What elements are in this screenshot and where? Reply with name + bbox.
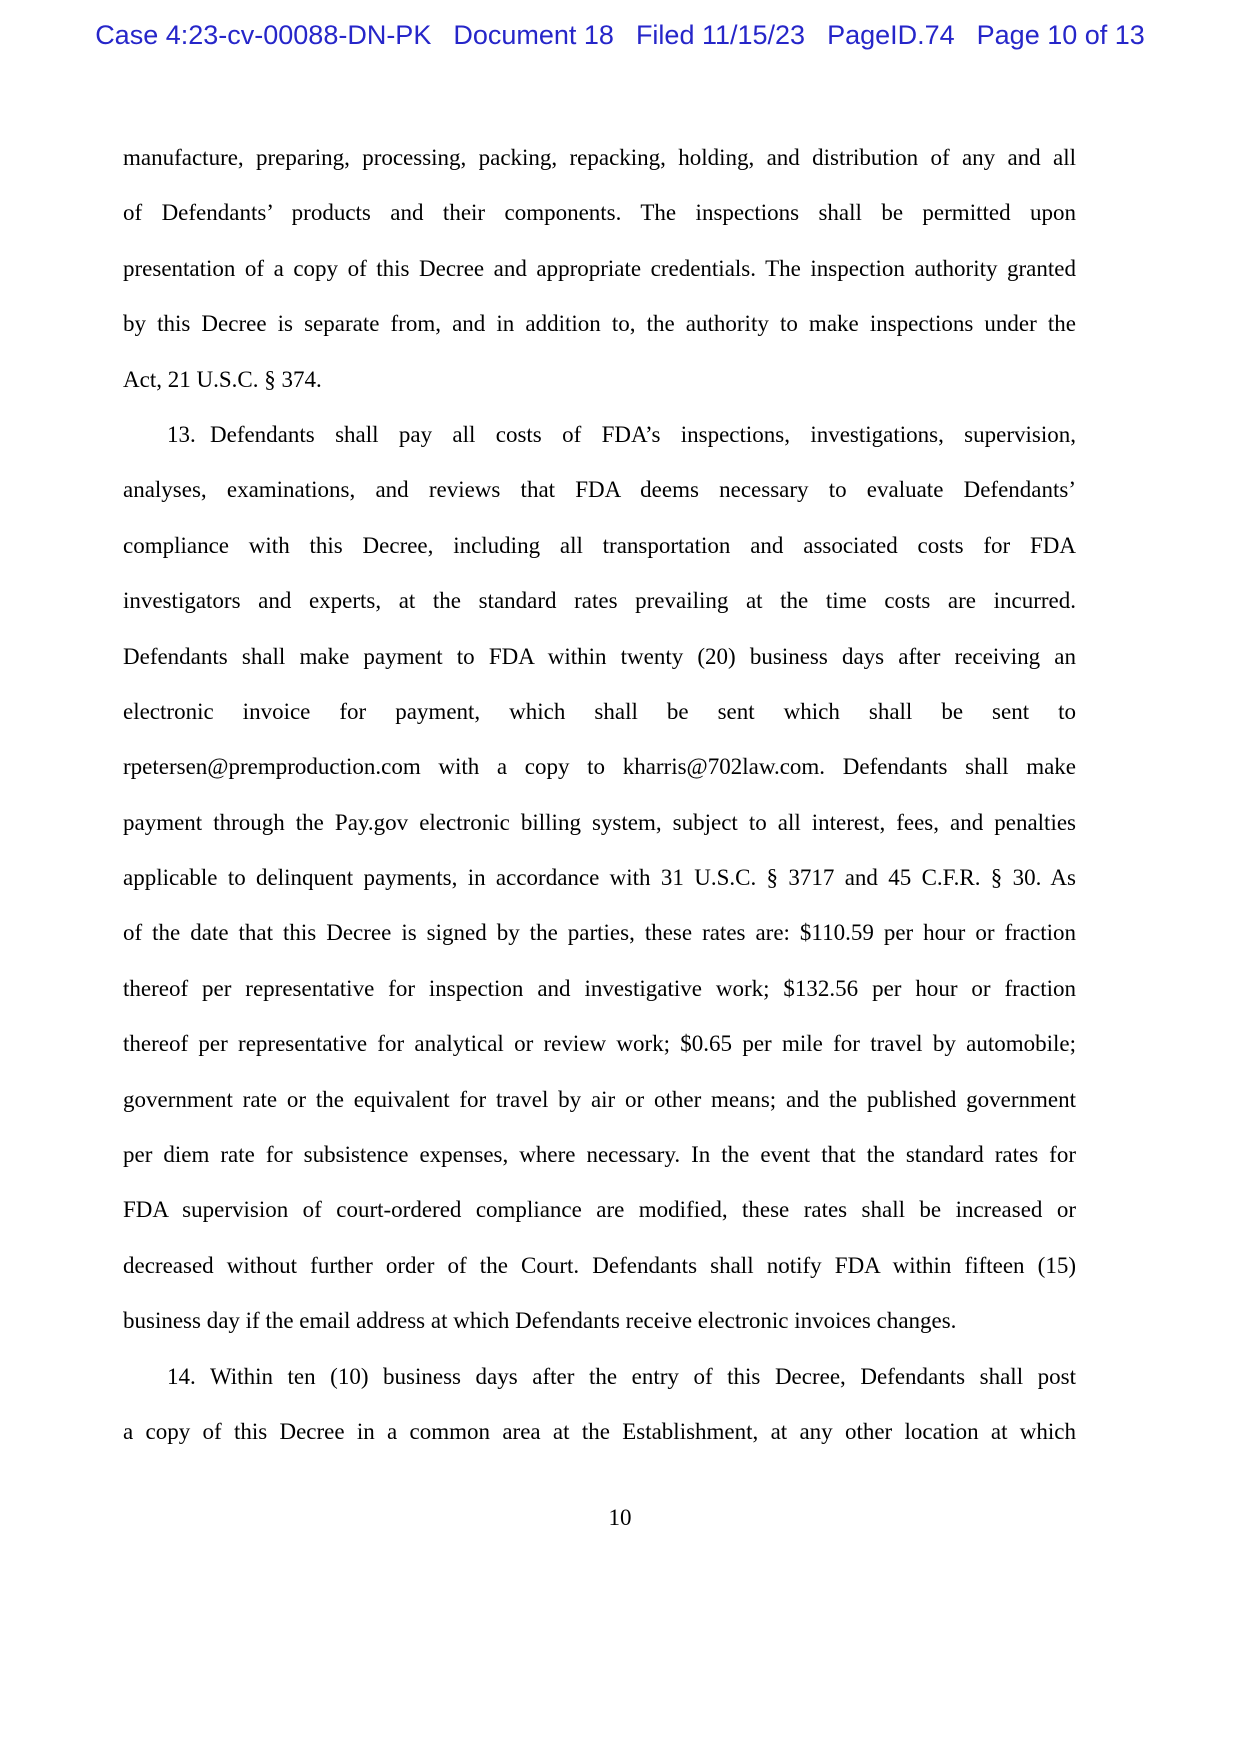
document-line: electronic invoice for payment, which shall be sent which shall be sent to	[123, 698, 1076, 724]
case-header-segment: Case 4:23-cv-00088-DN-PK	[95, 20, 432, 50]
document-line: Defendants shall make payment to FDA within twenty (20) business days after receiving an	[123, 643, 1076, 669]
case-header	[0, 20, 1240, 50]
document-line: by this Decree is separate from, and in addition to, the authority to make inspections under the	[123, 311, 1076, 337]
document-line: rpetersen@premproduction.com with a copy to kharris@702law.com. Defendants shall make	[123, 754, 1076, 780]
document-line: compliance with this Decree, including all transportation and associated costs for FDA	[123, 532, 1076, 558]
paragraph-number: 14.	[167, 1363, 196, 1389]
case-header-segment: Filed 11/15/23	[635, 20, 806, 50]
document-line: analyses, examinations, and reviews that FDA deems necessary to evaluate Defendants’	[123, 477, 1076, 503]
document-line: payment through the Pay.gov electronic billing system, subject to all interest, fees, and penalties	[123, 809, 1076, 835]
paragraph-start-line: 13. Defendants shall pay all costs of FDA’s inspections, investigations, supervision,	[123, 407, 1076, 462]
document-line: a copy of this Decree in a common area at the Establishment, at any other location at which	[123, 1418, 1076, 1444]
document-line: business day if the email address at which Defendants receive electronic invoices changes.	[123, 1308, 957, 1334]
document-line: manufacture, preparing, processing, packing, repacking, holding, and distribution of any and all	[123, 145, 1076, 170]
case-header-segment: Document 18	[453, 20, 614, 50]
document-line: per diem rate for subsistence expenses, where necessary. In the event that the standard rates for	[123, 1142, 1076, 1168]
case-header-segment: Page 10 of 13	[976, 20, 1145, 50]
case-header-segment: PageID.74	[827, 20, 955, 50]
document-line: investigators and experts, at the standard rates prevailing at the time costs are incurred.	[123, 588, 1076, 614]
document-line: government rate or the equivalent for travel by air or other means; and the published government	[123, 1086, 1076, 1112]
document-line: applicable to delinquent payments, in accordance with 31 U.S.C. § 3717 and 45 C.F.R. § 30. As	[123, 865, 1076, 891]
document-line: Act, 21 U.S.C. § 374.	[123, 366, 322, 392]
page-number: 10	[608, 1505, 632, 1530]
document-line: FDA supervision of court-ordered compliance are modified, these rates shall be increased or	[123, 1197, 1076, 1223]
document-line: of Defendants’ products and their components. The inspections shall be permitted upon	[123, 200, 1076, 226]
paragraph-start-line: 14. Within ten (10) business days after the entry of this Decree, Defendants shall post	[123, 1349, 1076, 1404]
document-line: thereof per representative for inspection and investigative work; $132.56 per hour or fraction	[123, 975, 1076, 1001]
document-body	[123, 130, 1076, 1459]
document-line: decreased without further order of the Court. Defendants shall notify FDA within fifteen (15)	[123, 1252, 1076, 1278]
document-line: of the date that this Decree is signed by the parties, these rates are: $110.59 per hour or fraction	[123, 920, 1076, 946]
document-line: presentation of a copy of this Decree and appropriate credentials. The inspection authority granted	[123, 255, 1076, 281]
paragraph-number: 13.	[167, 421, 196, 447]
document-line: thereof per representative for analytical or review work; $0.65 per mile for travel by automobile;	[123, 1031, 1076, 1057]
